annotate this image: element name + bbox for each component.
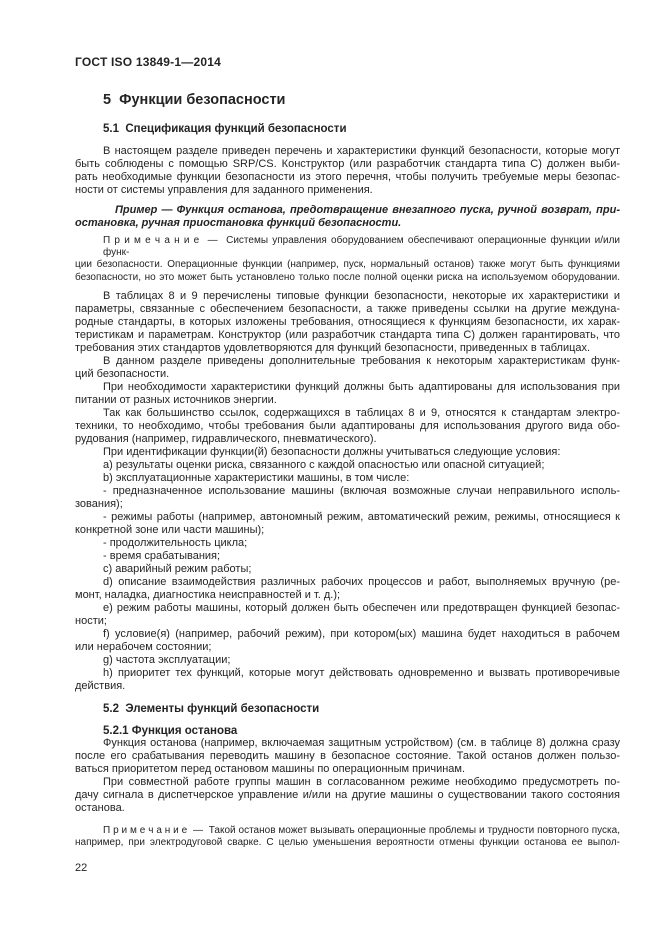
note-paragraph	[75, 825, 620, 849]
subsubsection-heading-5-2-1	[75, 725, 620, 737]
list-item-a	[75, 459, 620, 472]
text-line: монт, наладка, диагностика неисправностей и т. д.);	[75, 588, 341, 601]
text-line: рудования (например, гидравлического, пневматического).	[75, 432, 377, 445]
text-line: ности;	[75, 614, 107, 627]
list-item-dash	[75, 550, 620, 563]
text-line: или нерабочем состоянии;	[75, 640, 212, 653]
text-line: конкретной зоне или части машины);	[75, 523, 265, 536]
document-header: ГОСТ ISO 13849-1—2014	[75, 55, 221, 69]
paragraph	[75, 776, 620, 815]
section-heading-5	[75, 92, 620, 108]
text-line: Так как большинство ссылок, содержащихся в таблицах 8 и 9, относятся к стандартам электро-	[103, 406, 620, 419]
text-line: В настоящем разделе приведен перечень и характеристики функций безопасности, которые могут	[103, 145, 620, 157]
text-line: 5.2 Элементы функций безопасности	[103, 702, 320, 715]
text-line: b) эксплуатационные характеристики машины, в том числе:	[103, 471, 410, 484]
text-line: При совместной работе группы машин в согласованном режиме необходимо предусмотреть по-	[103, 775, 620, 788]
paragraph	[75, 355, 620, 381]
text-line: f) условие(я) (например, рабочий режим), при котором(ых) машина будет находиться в рабочем	[103, 627, 620, 640]
page-number: 22	[75, 862, 88, 875]
text-line: g) частота эксплуатации;	[103, 653, 231, 666]
list-item-dash	[75, 485, 620, 511]
text-line: 5 Функции безопасности	[103, 92, 286, 108]
paragraph	[75, 737, 620, 776]
text-line: a) результаты оценки риска, связанного с каждой опасностью или опасной ситуацией;	[103, 458, 545, 471]
text-line: действия.	[75, 679, 126, 692]
text-line: зования);	[75, 497, 123, 510]
text-line: - режимы работы (например, автономный режим, автоматический режим, режимы, относящиеся к	[103, 510, 620, 523]
text-line: ций безопасности.	[75, 367, 170, 380]
text-line: При необходимости характеристики функций должны быть адаптированы для использования при	[103, 380, 620, 393]
text-line: d) описание взаимодействия различных рабочих процессов и работ, выполняемых вручную (ре-	[103, 575, 620, 588]
text-line: П р и м е ч а н и е — Системы управления оборудованием обеспечивают операционные функции и/или функ-	[103, 235, 620, 259]
list-item-c	[75, 563, 620, 576]
paragraph	[75, 407, 620, 446]
text-line: ности от системы управления для заданного применения.	[75, 184, 373, 196]
text-line: - время срабатывания;	[103, 549, 221, 562]
list-item-g	[75, 654, 620, 667]
text-line: например, при электродуговой сварке. С целью уменьшения вероятности отмены функции останова ее выпол-	[75, 837, 620, 849]
text-line: быть соблюдены с помощью SRP/CS. Конструктор (или разработчик стандарта типа С) должен выби-	[75, 158, 620, 170]
text-line: e) режим работы машины, который должен быть обеспечен или предотвращен функцией безопас-	[103, 601, 620, 614]
text-line: 5.1 Спецификация функций безопасности	[103, 123, 347, 135]
list-item-d	[75, 576, 620, 602]
text-line: техники, то необходимо, чтобы требования были адаптированы для использования другого вида обо-	[75, 419, 620, 432]
text-line: родные стандарты, в которых изложены требования, относящиеся к функциям безопасности, их харак-	[75, 315, 620, 328]
subsection-heading-5-1	[75, 123, 620, 135]
text-line: остановка, ручная приостановка функций безопасности.	[75, 217, 402, 229]
text-line: параметры, связанные с обеспечением безопасности, а также приведены ссылки на другие междуна-	[75, 302, 620, 315]
text-line: h) приоритет тех функций, которые могут действовать одновременно и вызвать противоречивые	[103, 666, 620, 679]
text-line: дачу сигнала в диспетчерское управление и/или на другие машины о существовании такого состояния	[75, 788, 620, 801]
text-line: безопасности, но это может быть установлено только после полной оценки риска на используемом оборудовании.	[75, 271, 620, 283]
list-item-h	[75, 667, 620, 693]
list-item-b	[75, 472, 620, 485]
text-line: питании от разных источников энергии.	[75, 393, 277, 406]
list-item-f	[75, 628, 620, 654]
paragraph	[75, 381, 620, 407]
text-line: - предназначенное использование машины (включая возможные случаи неправильного исполь-	[103, 484, 620, 497]
list-item-e	[75, 602, 620, 628]
text-line: c) аварийный режим работы;	[103, 562, 252, 575]
text-line: ции безопасности. Операционные функции (например, пуск, нормальный останов) также могут быть функциями	[75, 259, 620, 271]
text-line: При идентификации функции(й) безопасности должны учитываться следующие условия:	[103, 445, 561, 458]
text-line: 5.2.1 Функция останова	[103, 724, 238, 737]
text-line: останова.	[75, 801, 125, 814]
paragraph	[75, 446, 620, 459]
text-line: рать необходимые функции безопасности из этого перечня, чтобы получить требуемые меры безопас-	[75, 171, 620, 183]
text-line: после его срабатывания переводить машину в безопасное состояние. Такой останов должен пользо-	[75, 749, 620, 762]
text-line: - продолжительность цикла;	[103, 536, 248, 549]
list-item-dash	[75, 511, 620, 537]
text-line: ваться приоритетом перед остановом машины по операционным причинам.	[75, 762, 466, 775]
text-line: теристикам и параметрам. Конструктор (или разработчик стандарта типа С) должен гарантировать, что	[75, 328, 620, 341]
example-paragraph	[75, 204, 620, 230]
list-item-dash	[75, 537, 620, 550]
text-line: Пример — Функция останова, предотвращение внезапного пуска, ручной возврат, при-	[115, 204, 620, 216]
text-line: В таблицах 8 и 9 перечислены типовые функции безопасности, некоторые их характеристики и	[103, 289, 620, 302]
note-paragraph	[75, 235, 620, 284]
document-content	[75, 92, 620, 849]
text-line: требования этих стандартов удовлетворяются для функций безопасности, приведенных в таблицах.	[75, 341, 591, 354]
text-line: Функция останова (например, включаемая защитным устройством) (см. в таблице 8) должна сразу	[103, 736, 620, 749]
text-line: В данном разделе приведены дополнительные требования к некоторым характеристикам функ-	[103, 354, 620, 367]
text-line: П р и м е ч а н и е — Такой останов может вызывать операционные проблемы и трудности повторного пуска,	[103, 824, 620, 836]
paragraph	[75, 290, 620, 355]
subsection-heading-5-2	[75, 703, 620, 715]
paragraph	[75, 145, 620, 197]
